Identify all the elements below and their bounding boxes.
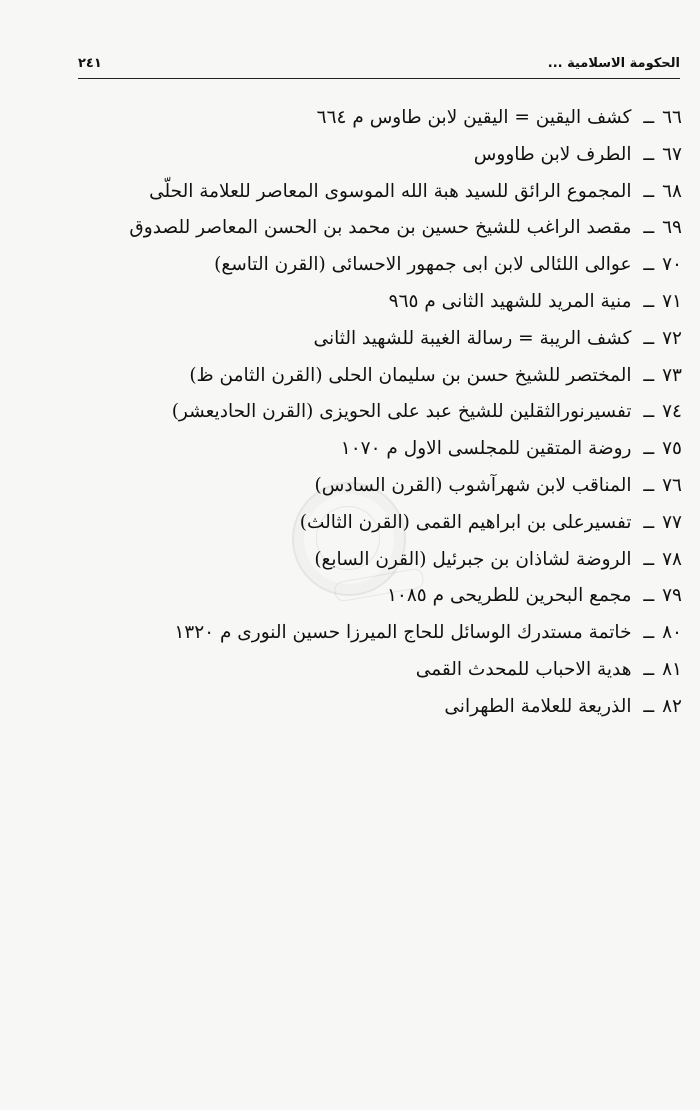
entry-number: ٧٢ xyxy=(662,327,682,349)
entry-text: خاتمة مستدرك الوسائل للحاج الميرزا حسين النورى م ١٣٢٠ xyxy=(174,622,632,644)
list-item xyxy=(142,394,682,431)
entry-dash: ــ xyxy=(643,474,655,496)
entry-dash: ــ xyxy=(643,217,655,239)
entry-number: ٨٠ xyxy=(662,622,682,644)
entry-number: ٦٦ xyxy=(662,107,682,128)
entry-number: ٧٩ xyxy=(662,585,682,607)
entry-number: ٧٧ xyxy=(662,511,682,533)
list-item xyxy=(129,210,682,247)
entry-list xyxy=(129,100,682,726)
entry-dash: ــ xyxy=(643,622,655,644)
entry-text: عوالى اللئالى لابن ابى جمهور الاحسائى (القرن التاسع) xyxy=(214,254,632,276)
entry-number: ٧٠ xyxy=(662,254,682,276)
list-item xyxy=(142,615,682,652)
entry-dash: ــ xyxy=(643,290,655,312)
running-title: الحكومة الاسلامية ... xyxy=(547,56,680,71)
header-rule xyxy=(78,78,680,79)
list-item xyxy=(142,505,682,542)
entry-text: الذريعة للعلامة الطهرانى xyxy=(444,695,632,717)
entry-dash: ــ xyxy=(643,695,655,717)
entry-text: المناقب لابن شهرآشوب (القرن السادس) xyxy=(314,474,632,496)
entry-number: ٧٦ xyxy=(662,474,682,496)
entry-text: هدية الاحباب للمحدث القمى xyxy=(415,658,632,680)
list-item xyxy=(142,247,682,284)
entry-text: منية المريد للشهيد الثانى م ٩٦٥ xyxy=(388,290,632,312)
list-item xyxy=(142,652,682,689)
entry-dash: ــ xyxy=(643,107,655,128)
entry-number: ٧١ xyxy=(662,290,682,312)
list-item xyxy=(142,468,682,505)
entry-text: الطرف لابن طاووس xyxy=(473,143,632,165)
entry-text: مقصد الراغب للشيخ حسين بن محمد بن الحسن المعاصر للصدوق xyxy=(129,217,632,239)
page-header xyxy=(78,56,680,76)
entry-text: المجموع الرائق للسيد هبة الله الموسوى المعاصر للعلامة الحلّى xyxy=(149,180,632,202)
entry-number: ٨٢ xyxy=(662,695,682,717)
entry-number: ٧٨ xyxy=(662,548,682,570)
entry-text: كشف اليقين = اليقين لابن طاوس م ٦٦٤ xyxy=(316,107,632,128)
entry-text: مجمع البحرين للطريحى م ١٠٨٥ xyxy=(386,585,632,607)
entry-dash: ــ xyxy=(643,327,655,349)
entry-dash: ــ xyxy=(643,180,655,202)
entry-dash: ــ xyxy=(643,585,655,607)
entry-text: كشف الريبة = رسالة الغيبة للشهيد الثانى xyxy=(313,327,632,349)
entry-number: ٨١ xyxy=(662,658,682,680)
entry-number: ٦٩ xyxy=(662,217,682,239)
entry-dash: ــ xyxy=(643,438,655,460)
list-item xyxy=(142,431,682,468)
entry-number: ٧٥ xyxy=(662,438,682,460)
entry-dash: ــ xyxy=(643,364,655,386)
entry-number: ٧٤ xyxy=(662,401,682,423)
list-item xyxy=(142,689,682,726)
list-item xyxy=(142,100,682,137)
entry-dash: ــ xyxy=(643,143,655,165)
list-item xyxy=(142,174,682,211)
entry-dash: ــ xyxy=(643,548,655,570)
list-item xyxy=(142,542,682,579)
page-number: ٢٤١ xyxy=(78,56,102,71)
entry-text: تفسيرنورالثقلين للشيخ عبد على الحويزى (القرن الحاديعشر) xyxy=(171,401,632,423)
entry-number: ٦٨ xyxy=(662,180,682,202)
entry-text: تفسيرعلى بن ابراهيم القمى (القرن الثالث) xyxy=(299,511,632,533)
entry-number: ٦٧ xyxy=(662,143,682,165)
list-item xyxy=(142,284,682,321)
entry-dash: ــ xyxy=(643,401,655,423)
entry-text: روضة المتقين للمجلسى الاول م ١٠٧٠ xyxy=(340,438,632,460)
list-item xyxy=(142,578,682,615)
entry-dash: ــ xyxy=(643,511,655,533)
entry-number: ٧٣ xyxy=(662,364,682,386)
list-item xyxy=(142,358,682,395)
entry-dash: ــ xyxy=(643,254,655,276)
entry-text: الروضة لشاذان بن جبرئيل (القرن السابع) xyxy=(314,548,632,570)
list-item xyxy=(142,137,682,174)
entry-text: المختصر للشيخ حسن بن سليمان الحلى (القرن الثامن ظ) xyxy=(189,364,632,386)
list-item xyxy=(142,321,682,358)
entry-dash: ــ xyxy=(643,658,655,680)
